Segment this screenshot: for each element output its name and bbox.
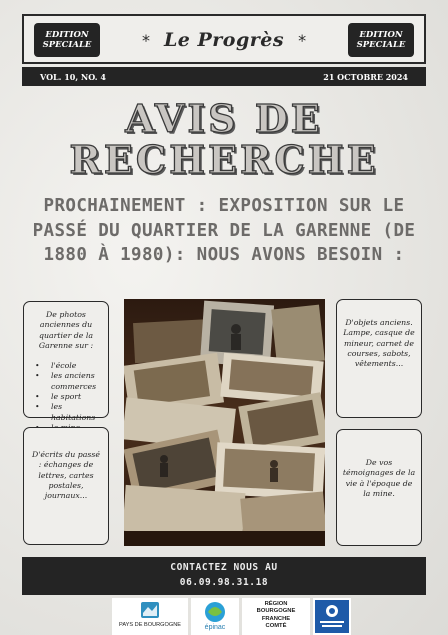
- newspaper-title: Le Progrès: [163, 29, 285, 51]
- star-icon-right: *: [298, 30, 307, 50]
- association-logo: [313, 598, 351, 635]
- announcement-subhead: PROCHAINEMENT : EXPOSITION SUR LE PASSÉ DU QUARTIER DE LA GARENNE (DE 1880 À 1980): NOUS AVONS BESOIN :: [32, 196, 416, 265]
- epinac-logo-text: épinac: [204, 624, 226, 631]
- headline-line-2: RECHERCHE: [69, 137, 379, 182]
- box-testimonies: [336, 429, 422, 546]
- pays-logo-text: PAYS DE BOURGOGNE: [119, 622, 181, 628]
- edition-badge-left: EDITION SPECIALE: [34, 23, 100, 57]
- contact-banner: [22, 557, 426, 595]
- partner-logos: [0, 598, 448, 635]
- contact-phone: 06.09.98.31.18: [179, 577, 269, 588]
- headline-line-1: AVIS DE: [125, 96, 323, 141]
- contact-label: CONTACTEZ NOUS AU: [170, 562, 278, 573]
- list-item: • l'école: [35, 361, 103, 371]
- pays-de-bourgogne-logo: [112, 598, 188, 635]
- box-testimonies-text: De vos témoignages de la vie à l'époque de la mine.: [342, 458, 416, 498]
- list-item: • les anciens: [35, 371, 103, 381]
- masthead: [22, 14, 426, 64]
- region-logo-line: FRANCHE: [261, 615, 291, 622]
- region-logo-line: COMTÉ: [265, 623, 287, 630]
- region-logo: [242, 598, 310, 635]
- box-writings: [23, 427, 109, 545]
- box-photos-list: [29, 361, 103, 433]
- list-item: • les habitations: [35, 402, 103, 423]
- box-objects: [336, 299, 422, 418]
- box-objects-text: D'objets anciens. Lampe, casque de mineur, carnet de courses, sabots, vêtements...: [343, 318, 415, 369]
- region-logo-line: BOURGOGNE: [256, 608, 296, 615]
- box-photos-intro: De photos anciennes du quartier de la Garenne sur :: [38, 310, 94, 350]
- list-item: • le sport: [35, 392, 103, 402]
- star-icon-left: *: [141, 30, 150, 50]
- edition-badge-right: EDITION SPECIALE: [348, 23, 414, 57]
- dateline: [22, 67, 426, 86]
- issue-date: 21 OCTOBRE 2024: [323, 71, 408, 82]
- list-item: commerces: [51, 381, 97, 391]
- box-writings-text: D'écrits du passé : échanges de lettres, cartes postales, journaux...: [32, 450, 100, 501]
- epinac-logo: [191, 598, 239, 635]
- region-logo-line: RÉGION: [264, 601, 288, 607]
- volume-number: VOL. 10, NO. 4: [40, 71, 106, 82]
- old-photos-image: [124, 299, 325, 546]
- newspaper-name: [120, 24, 328, 56]
- box-photos: [23, 301, 109, 422]
